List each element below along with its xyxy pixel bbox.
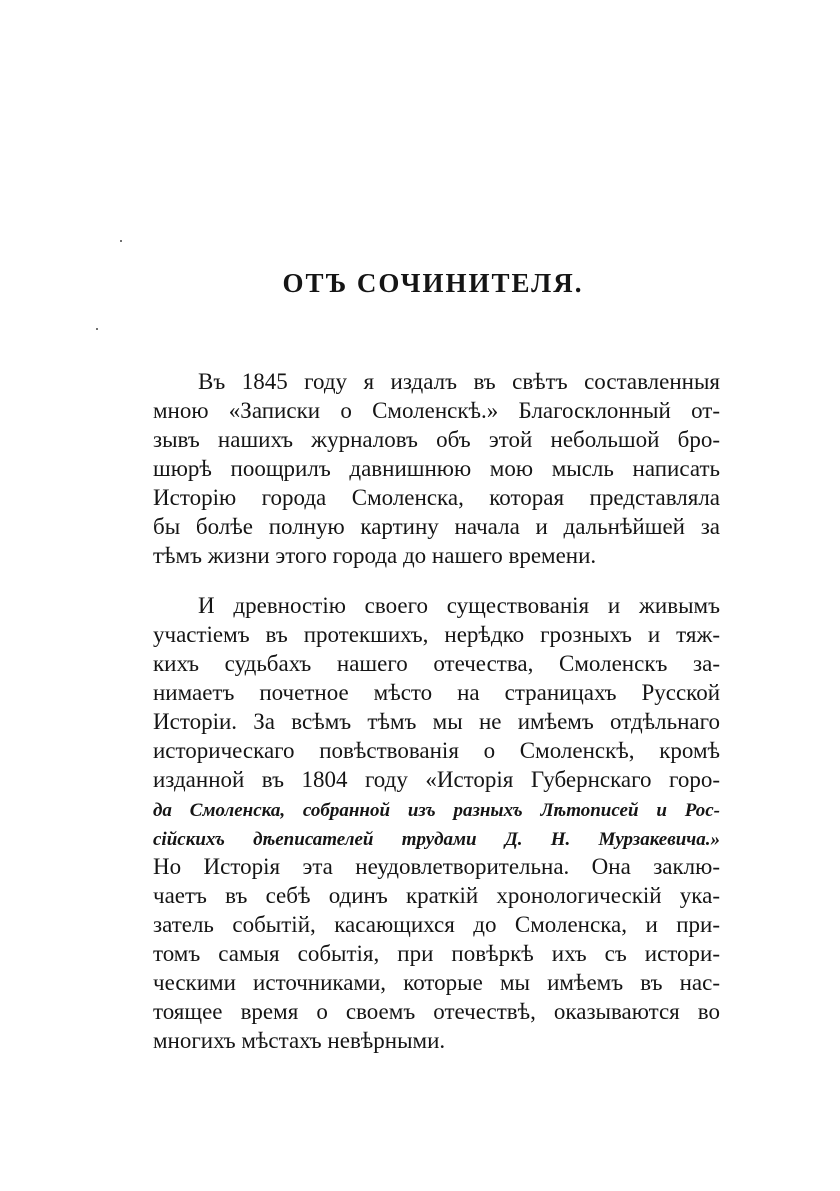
text-line: историческаго повѣствованія о Смоленскѣ, кромѣ bbox=[153, 738, 720, 763]
text-line: зывъ нашихъ журналовъ объ этой небольшой бро- bbox=[153, 427, 720, 452]
text-line: тоящее время о своемъ отечествѣ, оказываются во bbox=[153, 999, 720, 1024]
text-line: изданной въ 1804 году «Исторія Губернскаго горо- bbox=[153, 767, 720, 792]
text-line: Исторію города Смоленска, которая представляла bbox=[153, 485, 720, 510]
text-line: мною «Записки о Смоленскѣ.» Благосклонный от- bbox=[153, 398, 720, 423]
text-line: Но Исторія эта неудовлетворительна. Она заклю- bbox=[153, 854, 720, 879]
citation-line: да Смоленска, собранной изъ разныхъ Лѣтописей и Рос- bbox=[153, 800, 720, 821]
text-line: тѣмъ жизни этого города до нашего времени. bbox=[153, 543, 597, 568]
text-line: томъ самыя событія, при повѣркѣ ихъ съ истори- bbox=[153, 941, 720, 966]
text-line: многихъ мѣстахъ невѣрными. bbox=[153, 1028, 446, 1053]
text-line: бы болѣе полную картину начала и дальнѣйшей за bbox=[153, 514, 720, 539]
citation-line: сійскихъ дѣеписателей трудами Д. Н. Мурзакевича.» bbox=[153, 829, 720, 850]
text-line: ческими источниками, которые мы имѣемъ въ нас- bbox=[153, 970, 720, 995]
text-line: участіемъ въ протекшихъ, нерѣдко грозныхъ и тяж- bbox=[153, 622, 720, 647]
text-line: Въ 1845 году я издалъ въ свѣтъ составленныя bbox=[198, 369, 720, 394]
text-line: нимаетъ почетное мѣсто на страницахъ Русской bbox=[153, 680, 720, 705]
section-heading: ОТЪ СОЧИНИТЕЛЯ. bbox=[282, 268, 584, 298]
text-line: И древностію своего существованія и живымъ bbox=[198, 593, 720, 618]
text-line: шюрѣ поощрилъ давнишнюю мою мысль написать bbox=[153, 456, 720, 481]
text-line: затель событій, касающихся до Смоленска, и при- bbox=[153, 912, 720, 937]
paper-speck bbox=[120, 240, 122, 242]
text-line: чаетъ въ себѣ одинъ краткій хронологическій ука- bbox=[153, 883, 720, 908]
text-line: Исторіи. За всѣмъ тѣмъ мы не имѣемъ отдѣльнаго bbox=[153, 709, 720, 734]
paper-speck bbox=[96, 328, 98, 330]
text-line: кихъ судьбахъ нашего отечества, Смоленскъ за- bbox=[153, 651, 720, 676]
